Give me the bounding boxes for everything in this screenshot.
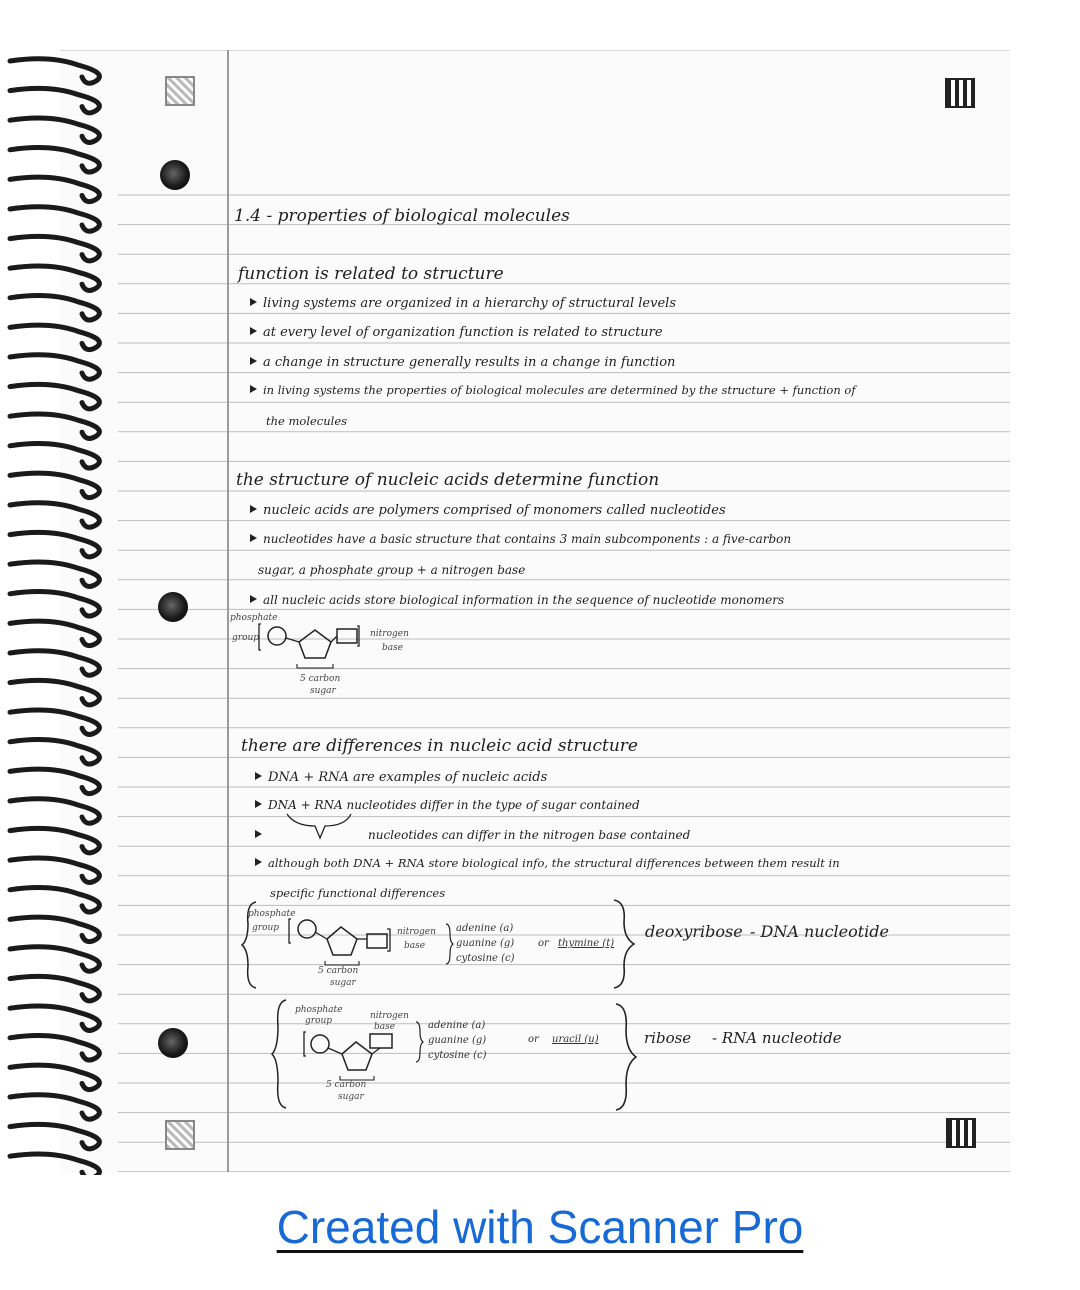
nucleotide-diagram-1 <box>255 620 375 670</box>
dna-base-cytosine: cytosine (c) <box>456 953 515 964</box>
section1-bullet-2: at every level of organization function is related to structure <box>250 326 663 339</box>
section2-heading: the structure of nucleic acids determine function <box>236 470 660 490</box>
section1-heading: function is related to structure <box>238 264 504 284</box>
rna-carbon-label: 5 carbon <box>326 1080 367 1090</box>
section2-continuation: sugar, a phosphate group + a nitrogen base <box>258 563 526 577</box>
section3-bullet-3: nucleotides can differ in the nitrogen base contained <box>255 829 690 841</box>
section2-bullet-3: all nucleic acids store biological information in the sequence of nucleotide monomers <box>250 594 784 606</box>
diagram1-carbon-label: 5 carbon <box>300 674 341 684</box>
diagram1-base-label: base <box>382 643 404 653</box>
section3-continuation: specific functional differences <box>270 886 446 900</box>
section3-bullet-4: although both DNA + RNA store biological info, the structural differences between them result in <box>255 858 840 870</box>
rna-base-adenine: adenine (a) <box>428 1020 486 1031</box>
dna-base-guanine: guanine (g) <box>456 938 515 949</box>
diagram1-group-label: group <box>232 633 260 643</box>
rna-base-label: base <box>374 1022 396 1032</box>
rna-nucleotide-diagram <box>300 1026 412 1084</box>
dna-bases-brace <box>444 922 454 966</box>
punch-hole-middle <box>158 592 188 622</box>
dna-nucleotide-label: - DNA nucleotide <box>750 922 890 941</box>
rna-base-guanine: guanine (g) <box>428 1035 487 1046</box>
diagram1-nitrogen-label: nitrogen <box>370 629 409 639</box>
section1-bullet-4: in living systems the properties of biological molecules are determined by the structure + function of <box>250 385 856 397</box>
corner-marker-bottom-left <box>165 1120 195 1150</box>
footer <box>0 1200 1080 1254</box>
diagram1-sugar-label: sugar <box>310 686 336 696</box>
corner-marker-top-right <box>945 78 975 108</box>
punch-hole-bottom <box>158 1028 188 1058</box>
rna-nitrogen-label: nitrogen <box>370 1011 409 1021</box>
dna-sugar-label: sugar <box>330 978 356 988</box>
rna-group-label: group <box>305 1016 333 1026</box>
rna-right-brace <box>612 1002 640 1112</box>
diagram1-phosphate-label: phosphate <box>230 613 278 623</box>
spiral-binding <box>0 55 115 1175</box>
corner-marker-top-left <box>165 76 195 106</box>
dna-base-label: base <box>404 941 426 951</box>
rna-phosphate-label: phosphate <box>295 1005 343 1015</box>
dna-or-label: or <box>538 938 549 949</box>
section1-continuation: the molecules <box>266 414 348 428</box>
scanner-pro-link[interactable]: Created with Scanner Pro <box>276 1201 804 1253</box>
corner-marker-bottom-right <box>946 1118 976 1148</box>
section1-bullet-3: a change in structure generally results in a change in function <box>250 356 675 369</box>
section2-bullet-2: nucleotides have a basic structure that contains 3 main subcomponents : a five-carbon <box>250 533 791 545</box>
section2-bullet-1: nucleic acids are polymers comprised of monomers called nucleotides <box>250 504 726 517</box>
dna-base-adenine: adenine (a) <box>456 923 514 934</box>
section3-heading: there are differences in nucleic acid structure <box>241 736 638 756</box>
margin-line <box>227 50 229 1172</box>
dna-carbon-label: 5 carbon <box>318 966 359 976</box>
section1-bullet-1: living systems are organized in a hierarchy of structural levels <box>250 297 676 310</box>
rna-or-label: or <box>528 1034 539 1045</box>
rna-bases-brace <box>414 1020 424 1064</box>
dna-nucleotide-diagram <box>285 915 397 970</box>
notes-title: 1.4 - properties of biological molecules <box>234 206 570 226</box>
section3-bullet-1: DNA + RNA are examples of nucleic acids <box>255 771 547 784</box>
dna-phosphate-label: phosphate <box>248 909 296 919</box>
section3-bullet-2: DNA + RNA nucleotides differ in the type of sugar contained <box>255 799 640 811</box>
dna-right-brace <box>610 898 638 990</box>
dna-group-label: group <box>252 923 280 933</box>
rna-alt-base: uracil (u) <box>552 1034 599 1045</box>
punch-hole-top <box>160 160 190 190</box>
rna-left-brace <box>270 998 290 1110</box>
rna-sugar-name: ribose <box>644 1029 692 1047</box>
dna-alt-base: thymine (t) <box>558 938 615 949</box>
rna-sugar-label: sugar <box>338 1092 364 1102</box>
dna-sugar-name: deoxyribose <box>645 922 743 941</box>
rna-nucleotide-label: - RNA nucleotide <box>712 1029 842 1047</box>
dna-nitrogen-label: nitrogen <box>397 927 436 937</box>
rna-base-cytosine: cytosine (c) <box>428 1050 487 1061</box>
